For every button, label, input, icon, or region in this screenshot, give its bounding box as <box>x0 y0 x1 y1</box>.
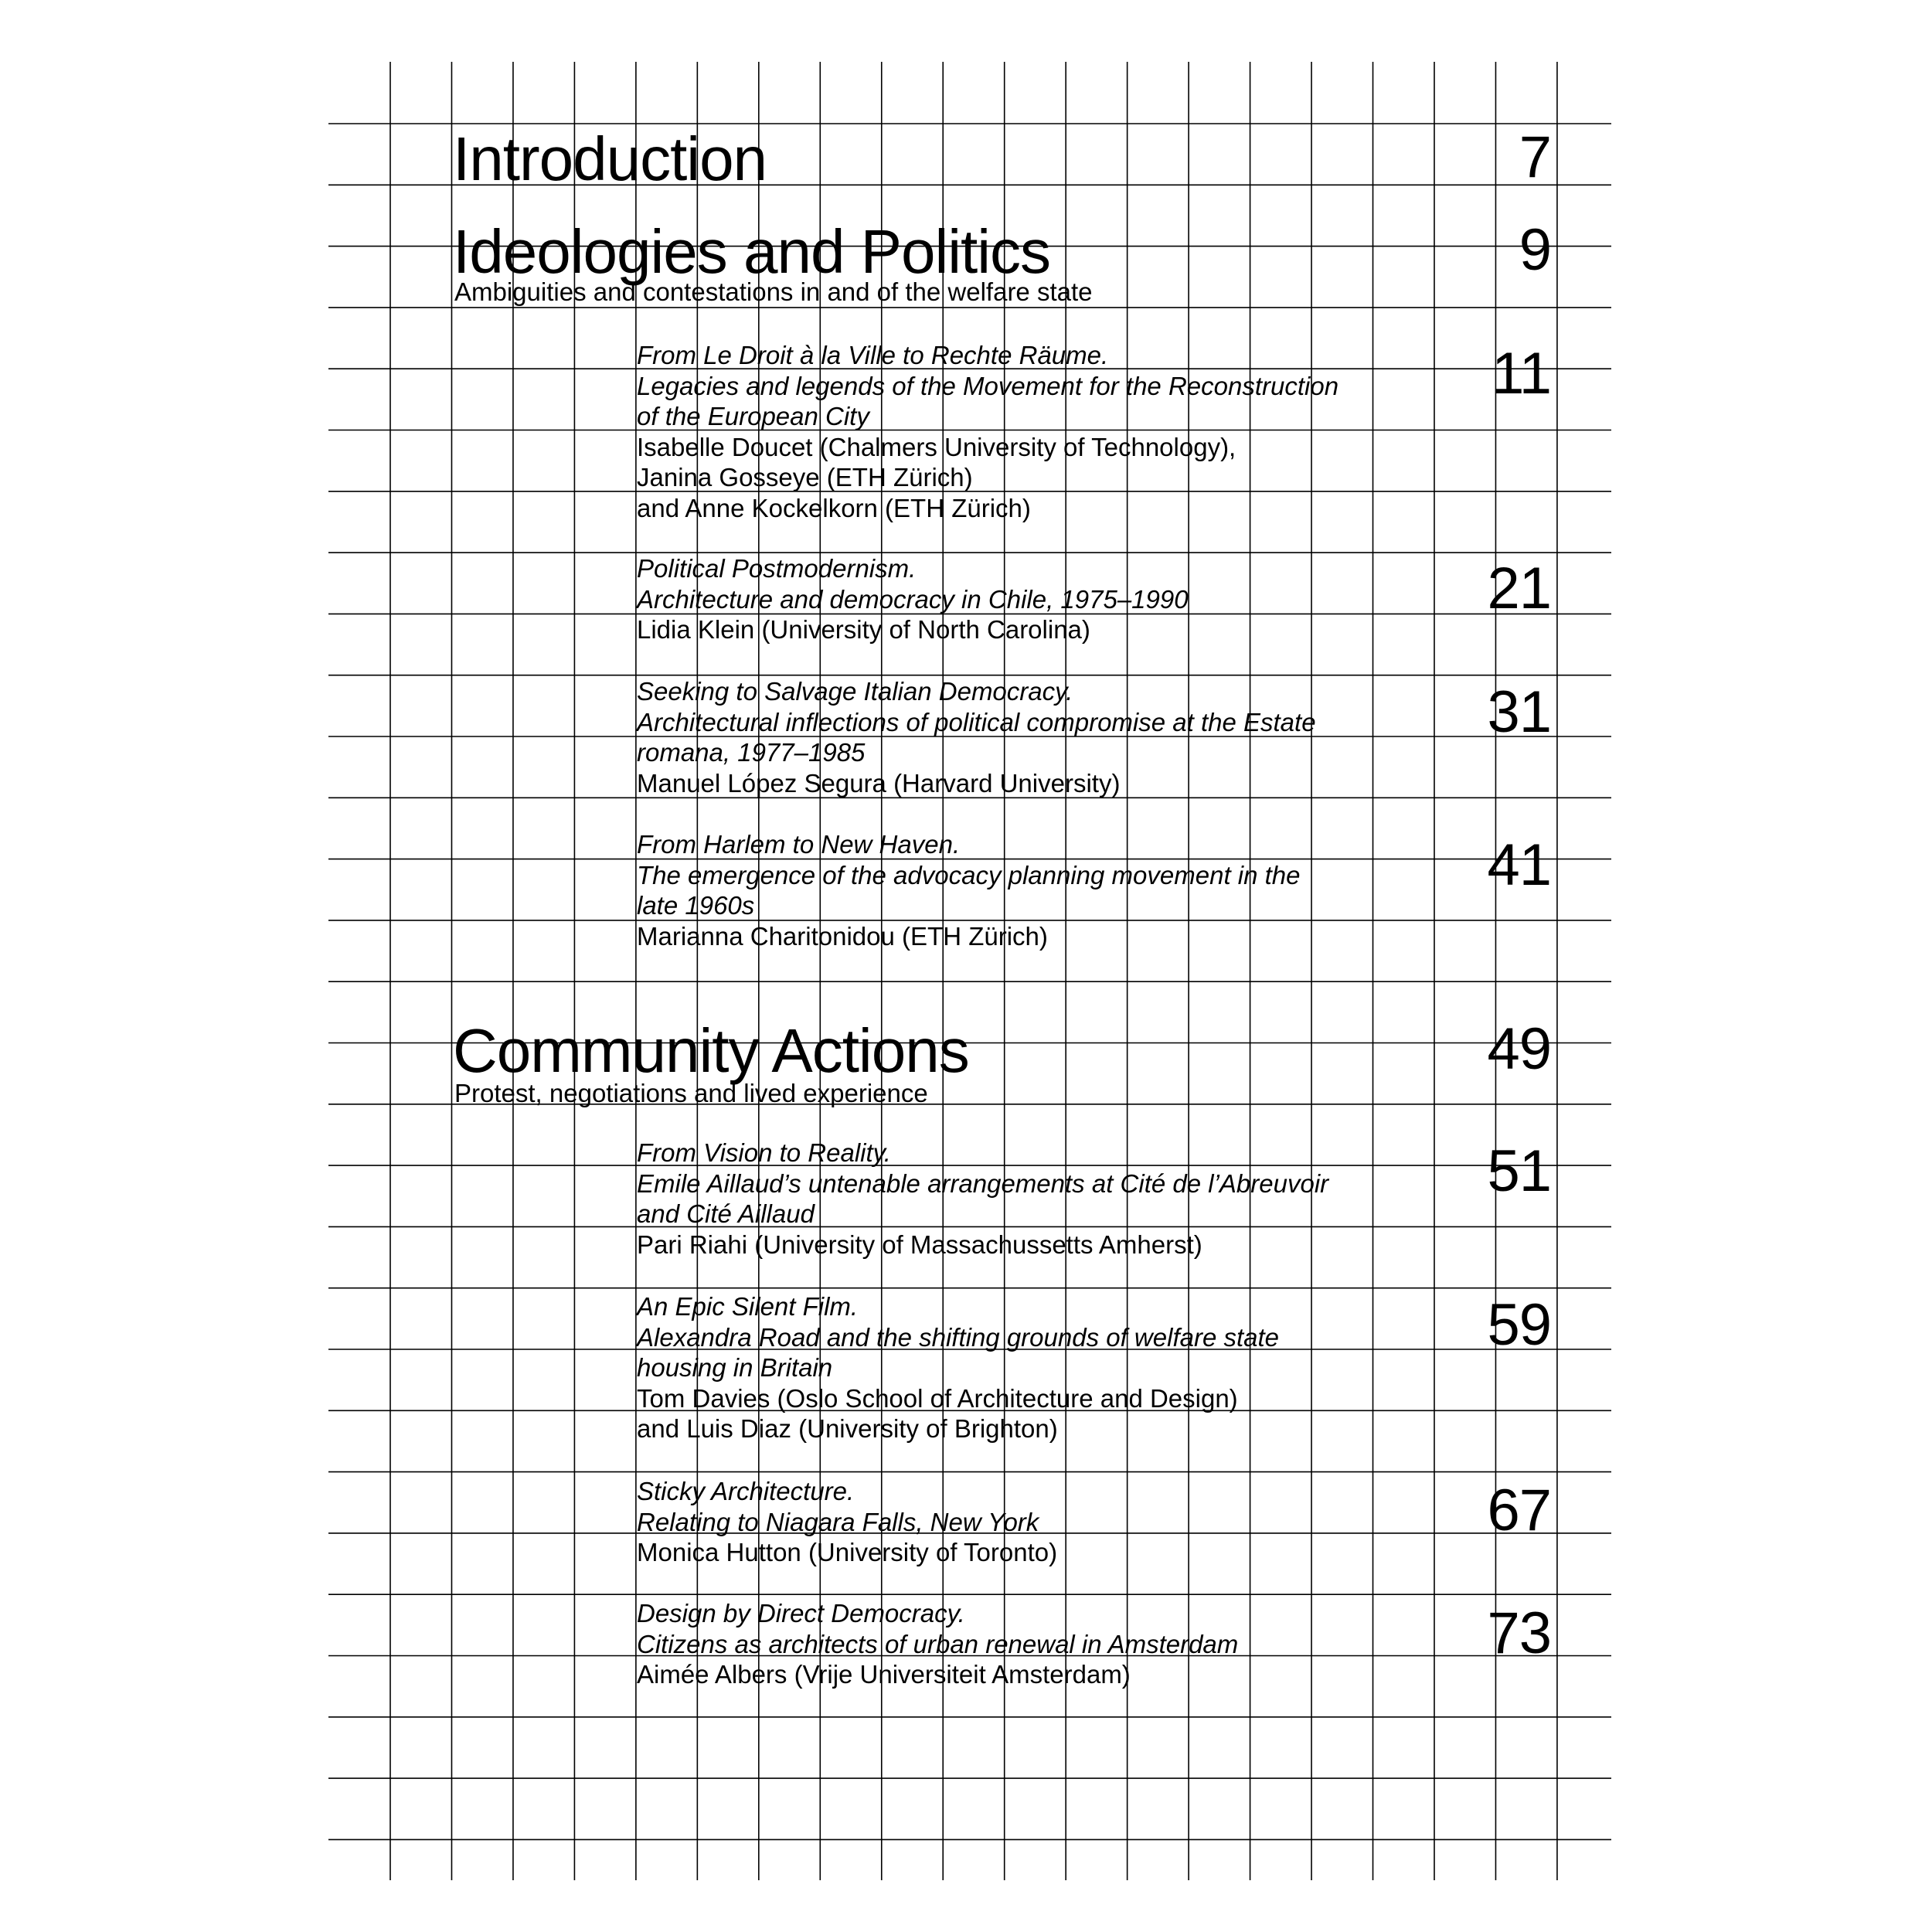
entry-author-line: and Anne Kockelkorn (ETH Zürich) <box>637 493 1031 522</box>
toc-entry <box>637 1476 1394 1568</box>
entry-title-line: Emile Aillaud’s untenable arrangements at Cité de l’Abreuvoir <box>637 1168 1329 1198</box>
toc-entry <box>637 340 1394 523</box>
entry-author-line: Lidia Klein (University of North Carolina) <box>637 615 1090 644</box>
entry-author-line: Aimée Albers (Vrije Universiteit Amsterdam) <box>637 1660 1131 1689</box>
entry-title-line: From Le Droit à la Ville to Rechte Räume. <box>637 341 1109 369</box>
entry-title-line: The emergence of the advocacy planning movement in the <box>637 860 1301 889</box>
entry-author-line: Monica Hutton (University of Toronto) <box>637 1538 1058 1566</box>
entry-title-line: Alexandra Road and the shifting grounds of welfare state <box>637 1322 1280 1352</box>
toc-entry <box>637 1138 1394 1260</box>
section-page-introduction: 7 <box>1519 124 1551 190</box>
entry-page-number: 59 <box>1487 1292 1551 1358</box>
entry-page-number: 73 <box>1487 1600 1551 1666</box>
toc-entry <box>637 553 1394 645</box>
entry-title-line: Architecture and democracy in Chile, 1975–1990 <box>637 584 1189 614</box>
entry-author-line: Tom Davies (Oslo School of Architecture and Design) <box>637 1383 1238 1413</box>
toc-entry <box>637 1598 1394 1690</box>
entry-author-line: Manuel López Segura (Harvard University) <box>637 768 1121 798</box>
entry-title-line: romana, 1977–1985 <box>637 738 866 767</box>
entry-author-line: Pari Riahi (University of Massachussetts Amherst) <box>637 1230 1202 1259</box>
entry-title-line: housing in Britain <box>637 1353 833 1382</box>
entry-page-number: 67 <box>1487 1478 1551 1543</box>
toc-entry <box>637 676 1394 798</box>
entry-author-line: and Luis Diaz (University of Brighton) <box>637 1414 1058 1443</box>
entry-title-line: Sticky Architecture. <box>637 1477 855 1505</box>
entry-author-line: Marianna Charitonidou (ETH Zürich) <box>637 921 1048 951</box>
entry-title-line: and Cité Aillaud <box>637 1199 815 1228</box>
section-title-community: Community Actions <box>453 1016 969 1085</box>
section-title-ideologies: Ideologies and Politics <box>453 217 1051 286</box>
entry-title-line: Legacies and legends of the Movement for the Reconstruction <box>637 371 1339 400</box>
entry-page-number: 51 <box>1487 1138 1551 1204</box>
entry-title-line: Seeking to Salvage Italian Democracy. <box>637 677 1073 706</box>
section-page-ideologies: 9 <box>1519 217 1551 283</box>
section-subtitle-community: Protest, negotiations and lived experience <box>454 1079 928 1107</box>
entry-page-number: 41 <box>1487 832 1551 898</box>
section-subtitle-ideologies: Ambiguities and contestations in and of the welfare state <box>454 277 1093 306</box>
entry-title-line: late 1960s <box>637 891 755 920</box>
toc-entry <box>637 1291 1394 1444</box>
entry-page-number: 31 <box>1487 679 1551 745</box>
entry-title-line: Political Postmodernism. <box>637 554 917 583</box>
entry-page-number: 11 <box>1492 341 1551 406</box>
entry-title-line: Architectural inflections of political compromise at the Estate <box>637 707 1316 736</box>
entry-title-line: of the European City <box>637 402 869 430</box>
entry-author-line: Janina Gosseye (ETH Zürich) <box>637 463 973 492</box>
entry-title-line: Design by Direct Democracy. <box>637 1599 965 1628</box>
toc-entry <box>637 829 1394 951</box>
entry-title-line: From Vision to Reality. <box>637 1138 891 1167</box>
entry-title-line: An Epic Silent Film. <box>637 1292 859 1321</box>
entry-title-line: From Harlem to New Haven. <box>637 830 961 859</box>
entry-page-number: 21 <box>1487 556 1551 621</box>
section-page-community: 49 <box>1487 1016 1551 1082</box>
section-title-introduction: Introduction <box>453 124 767 193</box>
entry-author-line: Isabelle Doucet (Chalmers University of Technology), <box>637 432 1236 461</box>
entry-title-line: Citizens as architects of urban renewal in Amsterdam <box>637 1629 1239 1658</box>
entry-title-line: Relating to Niagara Falls, New York <box>637 1507 1039 1536</box>
